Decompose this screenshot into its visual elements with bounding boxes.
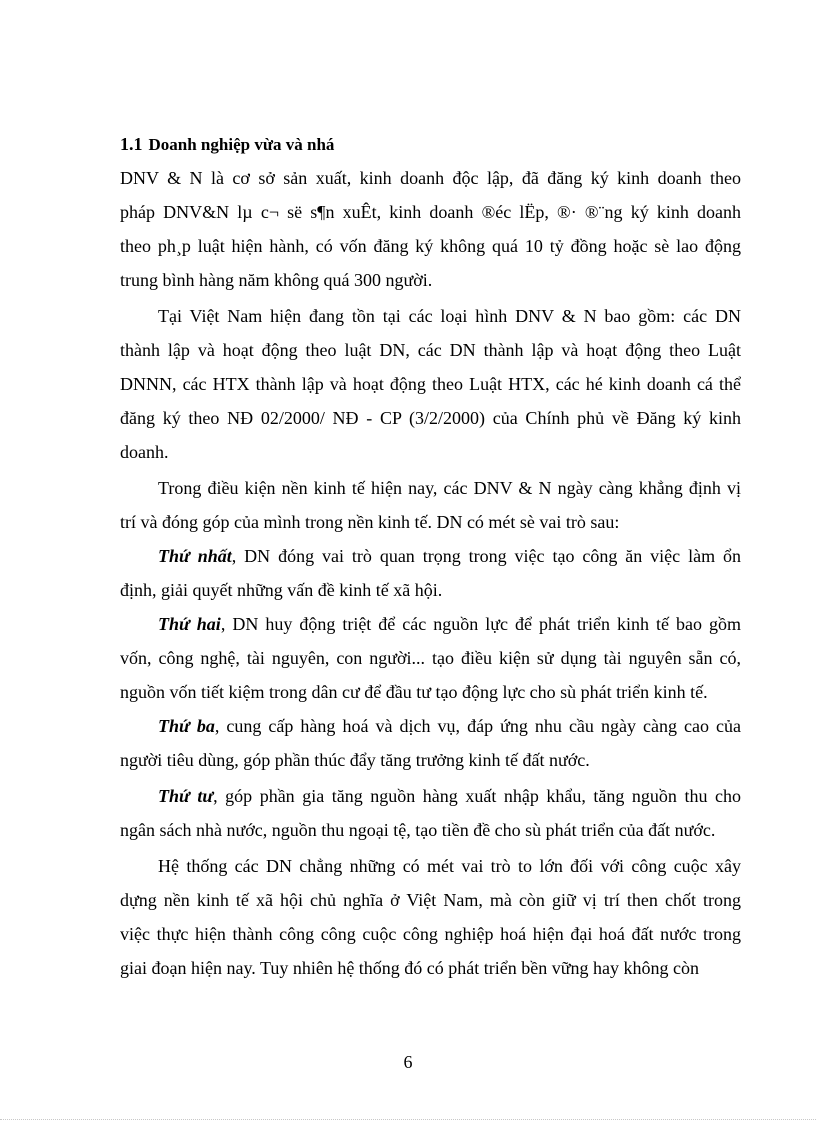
paragraph-3-line-2: trí và đóng góp của mình trong nền kinh tế. DN có mét sè vai trò sau: [120, 512, 620, 532]
page-number: 6 [403, 1052, 413, 1072]
paragraph-5-line-1-text: , DN huy động triệt để các nguồn lực để phát triển kinh tế bao gồm [220, 614, 741, 634]
paragraph-2-line-2: thành lập và hoạt động theo luật DN, các DN thành lập và hoạt động theo Luật [120, 340, 741, 360]
paragraph-8-line-1: Hệ thống các DN chẳng những có mét vai trò to lớn đối với công cuộc xây [158, 856, 741, 876]
paragraph-1-line-1: DNV & N là cơ sở sản xuất, kinh doanh độc lập, đã đăng ký kinh doanh theo [120, 168, 741, 188]
paragraph-4-line-1 [158, 545, 741, 567]
paragraph-7-line-1 [158, 785, 741, 807]
paragraph-2-line-4: đăng ký theo NĐ 02/2000/ NĐ - CP (3/2/2000) của Chính phủ về Đăng ký kinh [120, 408, 741, 428]
paragraph-5-line-2: vốn, công nghệ, tài nguyên, con người... tạo điều kiện sử dụng tài nguyên sẵn có, [120, 648, 741, 668]
paragraph-8-line-4: giai đoạn hiện nay. Tuy nhiên hệ thống đó có phát triển bền vững hay không còn [120, 958, 699, 978]
paragraph-2-line-3: DNNN, các HTX thành lập và hoạt động theo Luật HTX, các hé kinh doanh cá thể [120, 374, 741, 394]
paragraph-2-line-5: doanh. [120, 442, 169, 462]
section-title: Doanh nghiệp vừa và nhá [148, 135, 335, 154]
page-bottom-rule [0, 1119, 816, 1120]
section-heading [120, 134, 334, 155]
paragraph-7-lead: Thứ tư [158, 786, 214, 806]
paragraph-8-line-3: việc thực hiện thành công công cuộc công nghiệp hoá hiện đại hoá đất nước trong [120, 924, 741, 944]
paragraph-6-lead: Thứ ba [158, 716, 215, 736]
paragraph-5-lead: Thứ hai [158, 614, 221, 634]
paragraph-8-line-2: dựng nền kinh tế xã hội chủ nghĩa ở Việt Nam, mà còn giữ vị trí then chốt trong [120, 890, 741, 910]
paragraph-4-lead: Thứ nhất [158, 546, 232, 566]
paragraph-4-line-2: định, giải quyết những vấn đề kinh tế xã hội. [120, 580, 443, 600]
paragraph-1-line-3: theo ph¸p luật hiện hành, có vốn đăng ký không quá 10 tỷ đồng hoặc sè lao động [120, 236, 741, 256]
paragraph-1-line-4: trung bình hàng năm không quá 300 người. [120, 270, 433, 290]
paragraph-4-line-1-text: , DN đóng vai trò quan trọng trong việc tạo công ăn việc làm ổn [231, 546, 741, 566]
paragraph-5-line-1 [158, 613, 741, 635]
paragraph-7-line-1-text: , góp phần gia tăng nguồn hàng xuất nhập khẩu, tăng nguồn thu cho [213, 786, 741, 806]
section-number: 1.1 [120, 134, 143, 154]
paragraph-1-line-2: pháp DNV&N lµ c¬ së s¶n xuÊt, kinh doanh ®éc lËp, ®· ®¨ng ký kinh doanh [120, 202, 741, 222]
paragraph-5-line-3: nguồn vốn tiết kiệm trong dân cư để đầu tư tạo động lực cho sù phát triển kinh tế. [120, 682, 708, 702]
paragraph-3-line-1: Trong điều kiện nền kinh tế hiện nay, các DNV & N ngày càng khẳng định vị [158, 478, 741, 498]
paragraph-7-line-2: ngân sách nhà nước, nguồn thu ngoại tệ, tạo tiền đề cho sù phát triển của đất nước. [120, 820, 716, 840]
paragraph-2-line-1: Tại Việt Nam hiện đang tồn tại các loại hình DNV & N bao gồm: các DN [158, 306, 741, 326]
paragraph-6-line-1-text: , cung cấp hàng hoá và dịch vụ, đáp ứng nhu cầu ngày càng cao của [214, 716, 742, 736]
paragraph-6-line-2: người tiêu dùng, góp phần thúc đẩy tăng trưởng kinh tế đất nước. [120, 750, 590, 770]
paragraph-6-line-1 [158, 715, 741, 737]
